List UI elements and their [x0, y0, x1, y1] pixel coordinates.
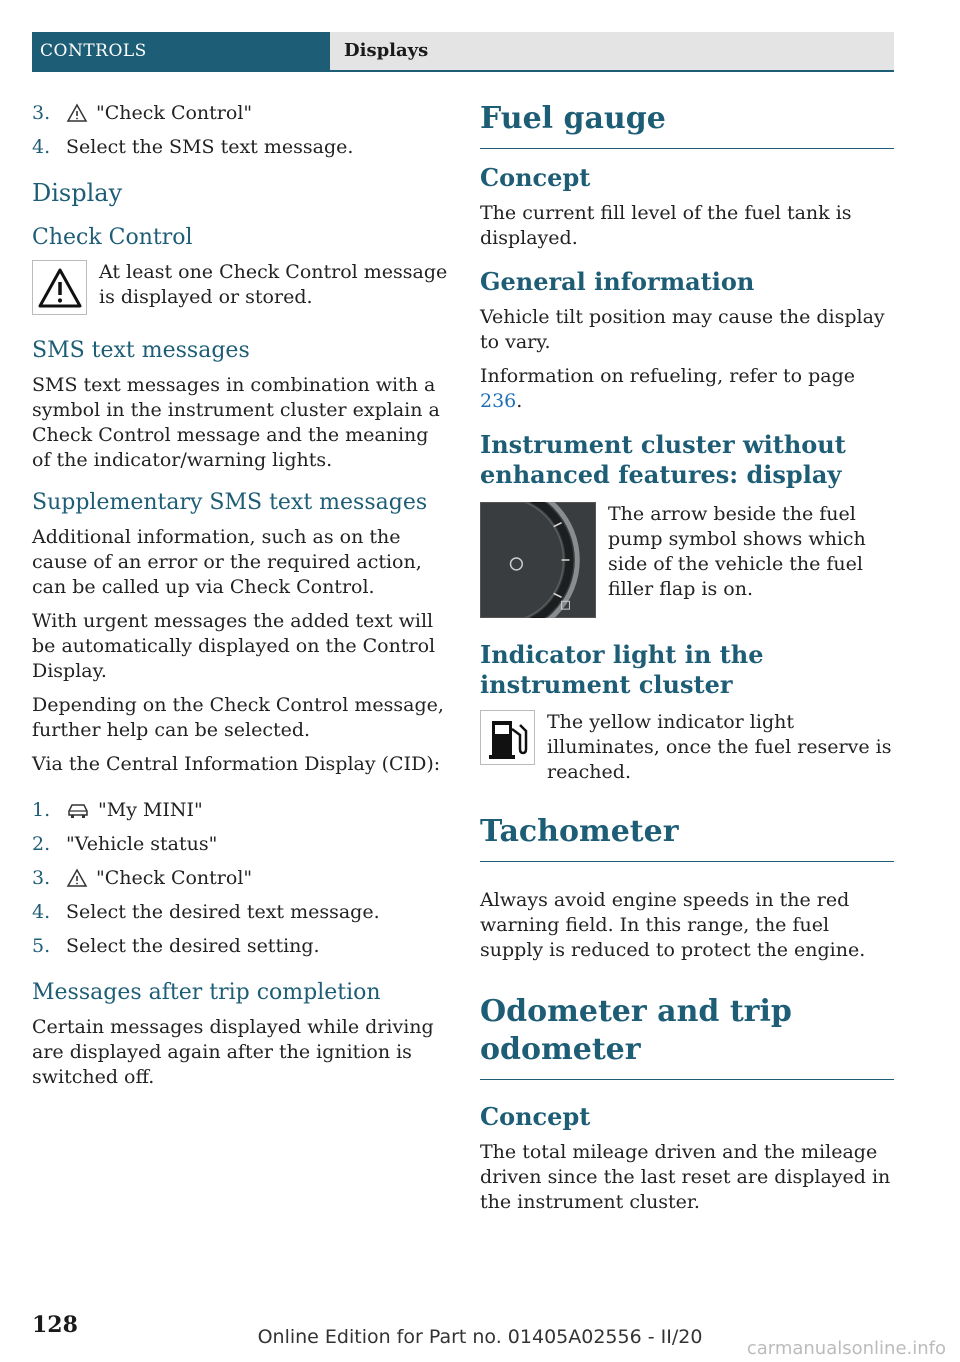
supp-p2: With urgent messages the added text will be automatically displayed on the Control Display.: [32, 610, 436, 682]
edition-footer: Online Edition for Part no. 01405A02556 - II/20: [257, 1326, 703, 1348]
indicator-text: The yellow indicator light illuminates, once the fuel reserve is reached.: [547, 711, 892, 783]
supp-p4: Via the Central Information Display (CID):: [32, 753, 441, 775]
tachometer-title: Tachometer: [480, 814, 679, 849]
fuel-gauge-photo: [480, 502, 596, 618]
step-text: Select the desired text message.: [66, 901, 380, 923]
check-control-heading: Check Control: [32, 225, 193, 250]
supp-heading: Supplementary SMS text messages: [32, 490, 428, 515]
fuel-gauge-title: Fuel gauge: [480, 101, 666, 136]
section-rule: [480, 1079, 894, 1080]
step-text: "Check Control": [96, 867, 253, 889]
step-number: 3.: [32, 867, 51, 889]
concept-heading: Concept: [480, 163, 591, 192]
trip-heading: Messages after trip completion: [32, 980, 381, 1005]
supp-p3: Depending on the Check Control message, further help can be selected.: [32, 694, 444, 741]
step-number: 4.: [32, 901, 51, 923]
list-item: [32, 933, 448, 959]
section-rule: [480, 148, 894, 149]
general-p1: Vehicle tilt position may cause the display to vary.: [480, 306, 885, 353]
list-item: [32, 797, 448, 823]
list-item: [32, 134, 448, 160]
indicator-heading: Indicator light in the instrument cluster: [480, 640, 764, 699]
warning-triangle-icon: [66, 868, 88, 888]
odometer-title: Odometer and trip odometer: [480, 994, 792, 1067]
list-item: [32, 831, 448, 857]
general-heading: General information: [480, 267, 755, 296]
supp-p1: Additional information, such as on the cause of an error or the required action, can be called up via Check Control.: [32, 526, 422, 598]
display-heading: Display: [32, 179, 123, 207]
step-text: Select the desired setting.: [66, 935, 320, 957]
step-number: 5.: [32, 935, 51, 957]
sms-heading: SMS text messages: [32, 338, 250, 363]
tacho-text: Always avoid engine speeds in the red warning field. In this range, the fuel supply is reduced to protect the engine.: [480, 889, 866, 961]
right-column: [480, 100, 894, 1224]
cluster-block: [480, 502, 894, 618]
check-control-block: [32, 260, 448, 315]
step-text: "Vehicle status": [66, 833, 218, 855]
odo-concept-heading: Concept: [480, 1102, 591, 1131]
page-link[interactable]: 236: [480, 390, 517, 412]
cluster-heading: Instrument cluster without enhanced features: display: [480, 430, 846, 489]
left-column: [32, 100, 448, 1099]
warning-triangle-icon: [66, 103, 88, 123]
watermark: carmanualsonline.info: [746, 1338, 946, 1359]
step-text: Select the SMS text message.: [66, 136, 354, 158]
general-p2: [480, 364, 894, 414]
refuel-text: Information on refueling, refer to page: [480, 365, 855, 387]
header-rule: [32, 70, 894, 72]
list-item: [32, 100, 448, 126]
step-number: 4.: [32, 136, 51, 158]
odo-text: The total mileage driven and the mileage driven since the last reset are displayed in the instrument cluster.: [480, 1141, 891, 1213]
car-icon: [66, 801, 90, 819]
step-number: 1.: [32, 799, 51, 821]
section-rule: [480, 861, 894, 862]
concept-text: The current fill level of the fuel tank is displayed.: [480, 202, 852, 249]
fuel-pump-icon: [480, 710, 535, 765]
step-text: "My MINI": [98, 799, 203, 821]
list-item: [32, 865, 448, 891]
check-control-text: At least one Check Control message is displayed or stored.: [99, 261, 448, 308]
refuel-suffix: .: [516, 390, 523, 412]
list-item: [32, 899, 448, 925]
cluster-text: The arrow beside the fuel pump symbol shows which side of the vehicle the fuel filler flap is on.: [608, 503, 866, 600]
step-number: 3.: [32, 102, 51, 124]
page-number: 128: [32, 1312, 78, 1338]
sms-text: SMS text messages in combination with a symbol in the instrument cluster explain a Check Control message and the meaning of the indicator/warning lights.: [32, 374, 440, 471]
chapter-title: Displays: [330, 32, 894, 70]
step-text: "Check Control": [96, 102, 253, 124]
check-control-icon: [32, 260, 87, 315]
trip-text: Certain messages displayed while driving are displayed again after the ignition is switched off.: [32, 1016, 434, 1088]
section-tab: CONTROLS: [32, 32, 330, 70]
indicator-block: [480, 710, 894, 785]
step-number: 2.: [32, 833, 51, 855]
